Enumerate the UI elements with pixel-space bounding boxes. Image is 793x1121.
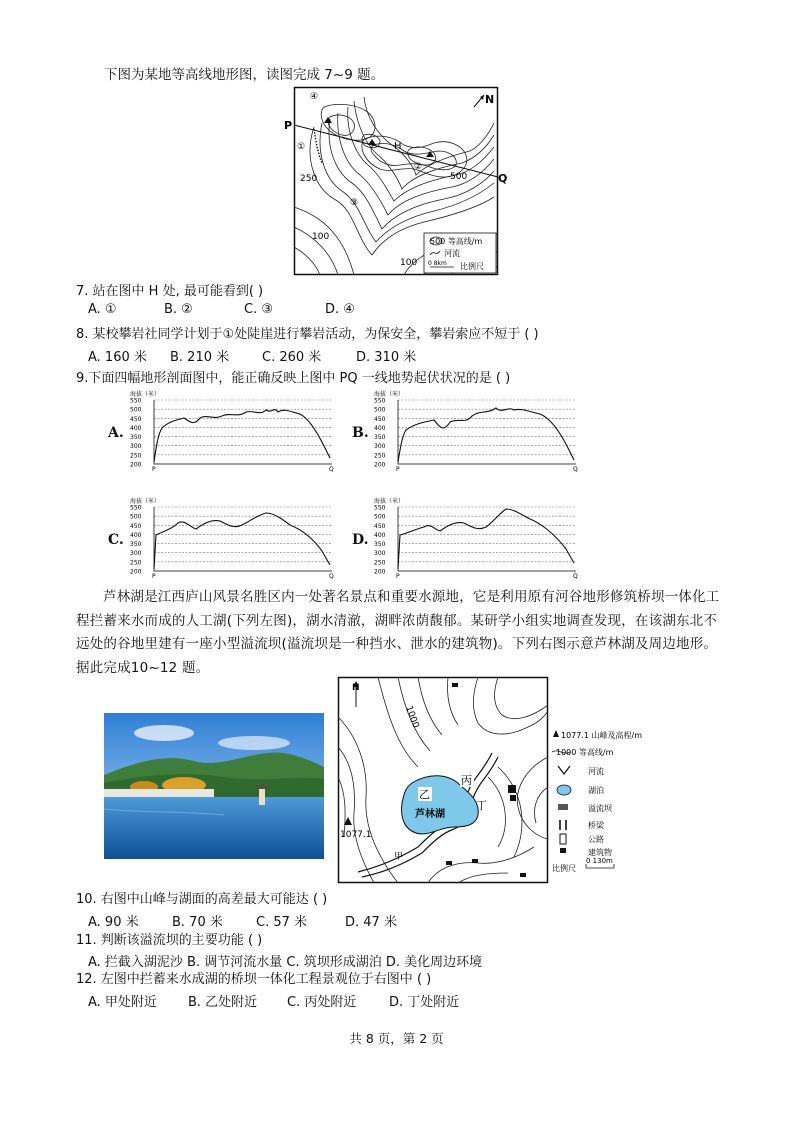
contour-map — [284, 87, 508, 275]
profile-tick-label: 350 — [130, 434, 142, 442]
q7-option-a[interactable]: A. ① — [88, 302, 117, 317]
profile-line — [398, 408, 574, 462]
profile-tick-label: 350 — [374, 434, 386, 442]
legend-scale-label: 比例尺 — [552, 864, 576, 873]
profile-tick-label: 400 — [130, 531, 142, 539]
contour-100b: 100 — [400, 258, 418, 268]
profile-x-start: P — [152, 573, 156, 580]
profile-tick-label: 550 — [130, 504, 142, 512]
lake-photo — [104, 713, 324, 859]
q7-option-b[interactable]: B. ② — [164, 302, 193, 317]
q8-option-d[interactable]: D. 310 米 — [356, 350, 417, 365]
legend-contour-2: 1000 等高线/m — [556, 748, 614, 757]
profile-tick-label: 250 — [130, 559, 142, 567]
profile-tick-label: 300 — [130, 443, 142, 451]
legend-river: 河流 — [444, 249, 460, 258]
q12-option-c[interactable]: C. 丙处附近 — [287, 995, 357, 1010]
profile-x-start: P — [396, 466, 400, 473]
q7-option-d[interactable]: D. ④ — [325, 302, 355, 317]
profile-x-end: Q — [573, 466, 578, 473]
legend-peak: 1077.1 山峰及高程/m — [561, 731, 643, 740]
legend-dam: 溢流坝 — [588, 804, 612, 813]
profile-axis-title: 海拔（米） — [130, 498, 161, 505]
profile-line — [154, 513, 330, 569]
mark-2: ② — [414, 162, 423, 172]
profile-x-end: Q — [573, 573, 578, 580]
profile-tick-label: 550 — [374, 504, 386, 512]
contour-1000: 1000 — [403, 704, 421, 730]
label-p: P — [284, 119, 293, 132]
profile-tick-label: 200 — [374, 568, 386, 576]
profile-tick-label: 450 — [130, 415, 142, 423]
contour-250: 250 — [300, 174, 318, 184]
q12-option-b[interactable]: B. 乙处附近 — [188, 995, 258, 1010]
q8-option-a[interactable]: A. 160 米 — [88, 350, 147, 365]
legend-scale-nums: 0 8km — [428, 260, 447, 267]
profile-chart-d — [368, 495, 586, 579]
profile-axis-title: 海拔（米） — [130, 391, 161, 398]
profile-tick-label: 350 — [130, 541, 142, 549]
q10-option-c[interactable]: C. 57 米 — [256, 915, 308, 930]
profile-axis — [154, 400, 332, 464]
panel-letter-a[interactable]: A. — [108, 425, 124, 441]
profile-axis-title: 海拔（米） — [374, 391, 405, 398]
label-bing: 丙 — [461, 774, 472, 787]
profile-x-end: Q — [329, 573, 334, 580]
legend-scale-nums-2: 0 130m — [586, 857, 613, 865]
profile-tick-label: 400 — [130, 424, 142, 432]
contour-500: 500 — [450, 172, 468, 182]
profile-tick-label: 500 — [130, 406, 142, 414]
lake-name: 芦林湖 — [415, 809, 445, 820]
profile-tick-label: 500 — [374, 513, 386, 521]
legend-bridge: 桥梁 — [588, 821, 604, 830]
profile-tick-label: 500 — [130, 513, 142, 521]
label-q: Q — [498, 172, 508, 185]
profile-x-start: P — [152, 466, 156, 473]
legend-lake: 湖泊 — [588, 786, 604, 795]
q7-option-c[interactable]: C. ③ — [244, 302, 273, 317]
label-ding: 丁 — [476, 799, 487, 812]
q8-stem: 8. 某校攀岩社同学计划于①处陡崖进行攀岩活动，为保安全，攀岩索应不短于 ( ) — [76, 327, 539, 342]
legend-scale: 比例尺 — [460, 262, 484, 271]
label-h: H — [394, 141, 402, 152]
lake-topo-map — [338, 677, 548, 883]
q7-stem: 7. 站在图中 H 处, 最可能看到( ) — [76, 284, 264, 299]
legend-building: 建筑物 — [588, 848, 612, 857]
profile-tick-label: 200 — [130, 568, 142, 576]
profile-x-end: Q — [329, 466, 334, 473]
q10-option-a[interactable]: A. 90 米 — [88, 915, 139, 930]
mark-4: ④ — [310, 92, 319, 102]
profile-tick-label: 550 — [374, 397, 386, 405]
q10-option-b[interactable]: B. 70 米 — [172, 915, 223, 930]
profile-tick-label: 200 — [130, 461, 142, 469]
profile-line — [398, 509, 574, 569]
profile-axis — [154, 507, 332, 571]
profile-line — [154, 410, 330, 462]
profile-tick-label: 300 — [374, 550, 386, 558]
legend-river-2: 河流 — [588, 767, 604, 776]
profile-tick-label: 550 — [130, 397, 142, 405]
profile-tick-label: 400 — [374, 424, 386, 432]
profile-axis — [398, 507, 576, 571]
profile-tick-label: 250 — [374, 452, 386, 460]
q12-option-a[interactable]: A. 甲处附近 — [88, 995, 157, 1010]
profile-chart-a — [124, 388, 342, 472]
profile-tick-label: 350 — [374, 541, 386, 549]
panel-letter-b[interactable]: B. — [352, 425, 369, 441]
profile-chart-c — [124, 495, 342, 579]
page-footer: 共 8 页，第 2 页 — [349, 1031, 444, 1046]
mark-1: ① — [297, 142, 306, 152]
profile-tick-label: 200 — [374, 461, 386, 469]
q12-option-d[interactable]: D. 丁处附近 — [389, 995, 460, 1010]
q8-option-c[interactable]: C. 260 米 — [262, 350, 322, 365]
profile-tick-label: 400 — [374, 531, 386, 539]
q10-option-d[interactable]: D. 47 米 — [345, 915, 397, 930]
profile-tick-label: 300 — [130, 550, 142, 558]
profile-x-start: P — [396, 573, 400, 580]
legend-contour: 500 等高线/m — [430, 237, 483, 246]
profile-tick-label: 450 — [374, 522, 386, 530]
profile-tick-label: 500 — [374, 406, 386, 414]
panel-letter-c[interactable]: C. — [108, 532, 124, 548]
profile-axis-title: 海拔（米） — [374, 498, 405, 505]
profile-chart-b — [368, 388, 586, 472]
q11-stem: 11. 判断该溢流坝的主要功能 ( ) — [76, 933, 263, 948]
panel-letter-d[interactable]: D. — [352, 532, 369, 548]
label-jia: 甲 — [394, 852, 404, 862]
q8-option-b[interactable]: B. 210 米 — [170, 350, 230, 365]
profile-tick-label: 450 — [130, 522, 142, 530]
profile-tick-label: 300 — [374, 443, 386, 451]
q10-stem: 10. 右图中山峰与湖面的高差最大可能达 ( ) — [76, 892, 328, 907]
q12-stem: 12. 左图中拦蓄来水成湖的桥坝一体化工程景观位于右图中 ( ) — [76, 972, 432, 987]
lake-map-legend — [552, 730, 672, 880]
contour-100a: 100 — [312, 232, 330, 242]
mark-3: ③ — [350, 198, 359, 208]
q11-options[interactable]: A. 拦截入湖泥沙 B. 调节河流水量 C. 筑坝形成湖泊 D. 美化周边环境 — [88, 955, 483, 970]
lake-passage: 芦林湖是江西庐山风景名胜区内一处著名景点和重要水源地，它是利用原有河谷地形修筑桥坝一体化工程拦蓄来水而成的人工湖(下列左图)，湖水清澈，湖畔浓荫馥郁。某研学小组实地调查发现，在该湖东北不远处的谷地里建有一座小型溢流坝(溢流坝是一种挡水、泄水的建筑物)。下列右图示意芦林湖及周边地形。据此完成10~12 题。 — [76, 589, 720, 676]
intro-text: 下图为某地等高线地形图，读图完成 7~9 题。 — [104, 67, 385, 83]
profile-tick-label: 250 — [130, 452, 142, 460]
profile-tick-label: 450 — [374, 415, 386, 423]
north-label: N — [485, 93, 495, 106]
profile-tick-label: 250 — [374, 559, 386, 567]
q9-stem: 9.下面四幅地形剖面图中，能正确反映上图中 PQ 一线地势起伏状况的是 ( ) — [76, 371, 511, 386]
legend-road: 公路 — [588, 835, 604, 844]
profile-axis — [398, 400, 576, 464]
label-yi: 乙 — [419, 788, 430, 801]
peak-elevation: 1077.1 — [340, 830, 372, 840]
map2-north: N — [352, 683, 360, 693]
